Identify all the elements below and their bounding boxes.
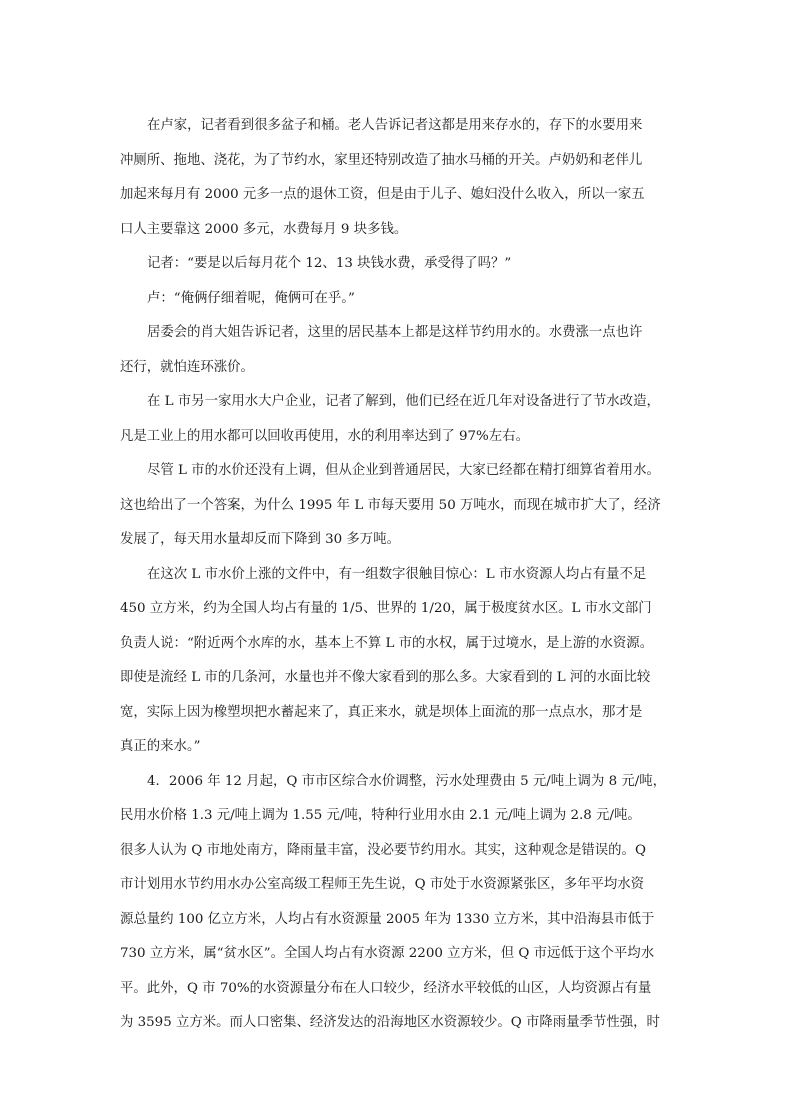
paragraph-line: 4．2006 年 12 月起，Q 市市区综合水价调整，污水处理费由 5 元/吨上调为 8 元/吨， (147, 773, 667, 789)
paragraph-line: 在 L 市另一家用水大户企业，记者了解到，他们已经在近几年对设备进行了节水改造， (147, 394, 660, 409)
paragraph-line: 尽管 L 市的水价还没有上调，但从企业到普通居民，大家已经都在精打细算省着用水。 (147, 463, 660, 478)
paragraph-line: 发展了，每天用水量却反而下降到 30 多万吨。 (120, 532, 400, 547)
document-body (120, 109, 680, 1041)
paragraph-q-city-price-adjustment (120, 765, 680, 1041)
paragraph-line: 冲厕所、拖地、浇花，为了节约水，家里还特别改造了抽水马桶的开关。卢奶奶和老伴儿 (120, 152, 643, 168)
paragraph-line: 加起来每月有 2000 元多一点的退休工资，但是由于儿子、媳妇没什么收入，所以一家五 (120, 187, 645, 202)
paragraph-enterprise-water-saving (120, 385, 680, 454)
paragraph-line: 在卢家，记者看到很多盆子和桶。老人告诉记者这都是用来存水的，存下的水要用来 (147, 118, 643, 133)
paragraph-line: 卢：“俺俩仔细着呢，俺俩可在乎。” (147, 290, 355, 306)
paragraph-reporter-question (120, 247, 680, 282)
paragraph-line: 为 3595 立方米。而人口密集、经济发达的沿海地区水资源较少。Q 市降雨量季节性强，时 (120, 1015, 660, 1030)
paragraph-water-resource-figures (120, 558, 680, 765)
paragraph-line: 平。此外，Q 市 70%的水资源量分布在人口较少，经济水平较低的山区，人均资源占有量 (120, 980, 652, 996)
paragraph-line: 这也给出了一个答案，为什么 1995 年 L 市每天要用 50 万吨水，而现在城市扩大了，经济 (120, 497, 661, 513)
paragraph-line: 730 立方米，属“贫水区”。全国人均占有水资源 2200 立方米，但 Q 市远低于这个平均水 (120, 946, 655, 961)
paragraph-line: 口人主要靠这 2000 多元，水费每月 9 块多钱。 (120, 221, 408, 237)
paragraph-line: 负责人说：“附近两个水库的水，基本上不算 L 市的水权，属于过境水，是上游的水资源。 (120, 635, 654, 651)
paragraph-line: 真正的来水。” (120, 739, 201, 754)
paragraph-line: 450 立方米，约为全国人均占有量的 1/5、世界的 1/20，属于极度贫水区。L 市水文部门 (120, 601, 652, 616)
paragraph-lu-family-water-saving (120, 109, 680, 247)
paragraph-water-usage-decline (120, 454, 680, 558)
paragraph-lu-answer (120, 282, 680, 317)
paragraph-neighborhood-committee (120, 316, 680, 385)
paragraph-line: 凡是工业上的用水都可以回收再使用，水的利用率达到了 97%左右。 (120, 428, 529, 444)
paragraph-line: 还行，就怕连环涨价。 (120, 359, 254, 375)
paragraph-line: 民用水价格 1.3 元/吨上调为 1.55 元/吨，特种行业用水由 2.1 元/吨上调为 2.8 元/吨。 (120, 808, 641, 823)
paragraph-line: 居委会的肖大姐告诉记者，这里的居民基本上都是这样节约用水的。水费涨一点也许 (147, 325, 643, 340)
paragraph-line: 记者：“要是以后每月花个 12、13 块钱水费，承受得了吗？” (147, 256, 512, 271)
paragraph-line: 源总量约 100 亿立方米，人均占有水资源量 2005 年为 1330 立方米，其中沿海县市低于 (120, 911, 655, 927)
paragraph-line: 很多人认为 Q 市地处南方，降雨量丰富，没必要节约用水。其实，这种观念是错误的。Q (120, 842, 646, 858)
paragraph-line: 在这次 L 市水价上涨的文件中，有一组数字很触目惊心：L 市水资源人均占有量不足 (147, 566, 647, 582)
paragraph-line: 即使是流经 L 市的几条河，水量也并不像大家看到的那么多。大家看到的 L 河的水面比较 (120, 670, 651, 685)
paragraph-line: 宽，实际上因为橡塑坝把水蓄起来了，真正来水，就是坝体上面流的那一点点水，那才是 (120, 704, 643, 720)
paragraph-line: 市计划用水节约用水办公室高级工程师王先生说，Q 市处于水资源紧张区，多年平均水资 (120, 877, 645, 892)
